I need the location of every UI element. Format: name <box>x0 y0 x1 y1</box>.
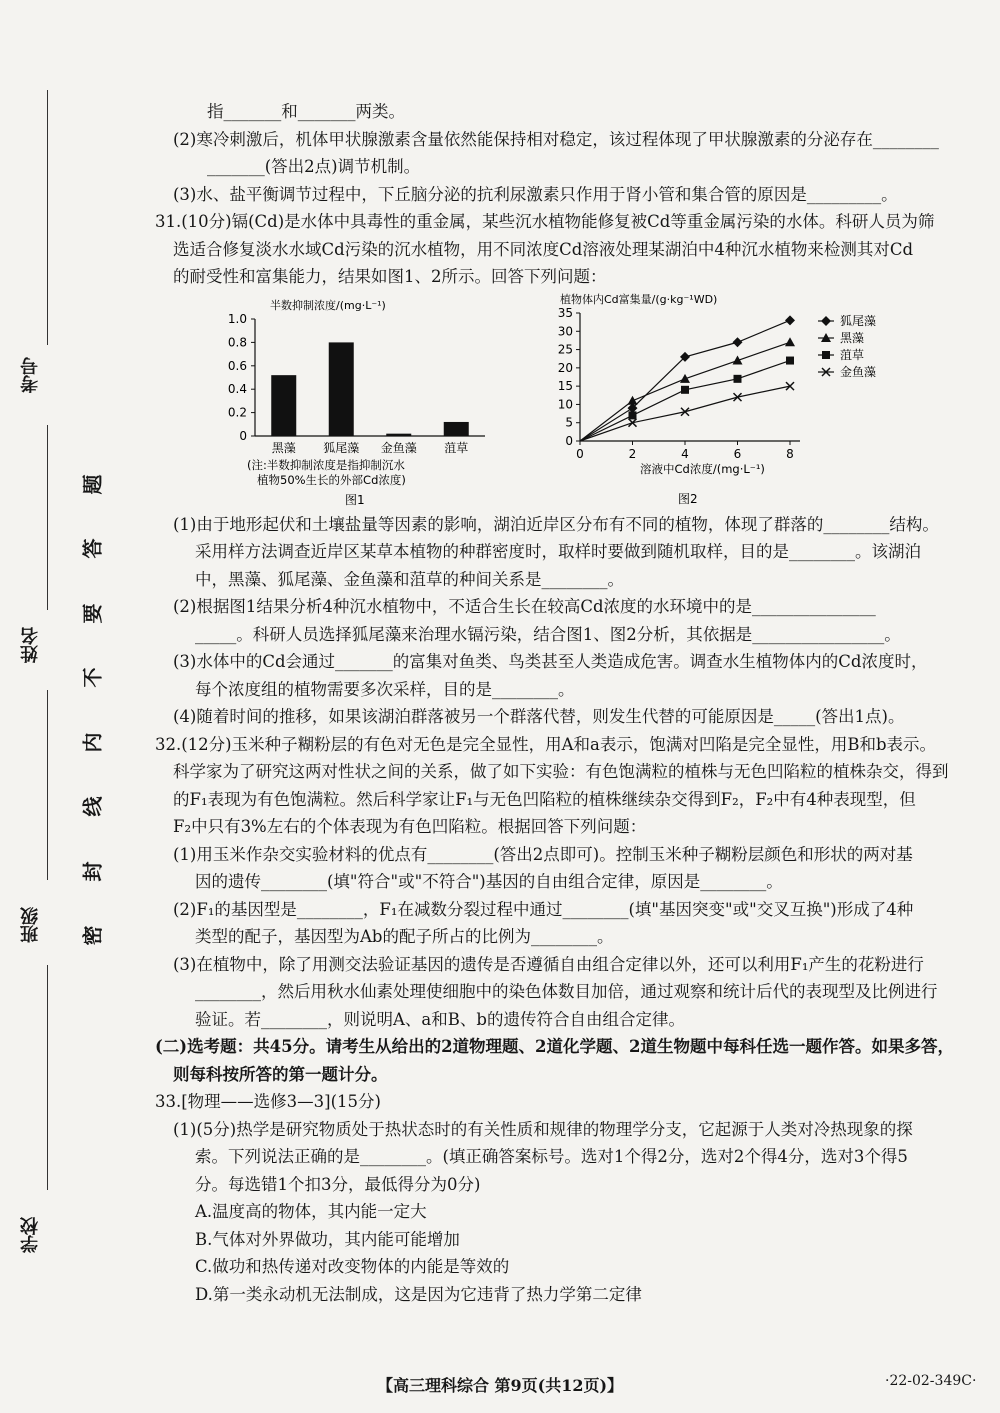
fig1-ytick-label: 0 <box>239 428 247 443</box>
text-line: (1)用玉米作杂交实验材料的优点有________(答出2点即可)。控制玉米种子糊粉层颜色和形状的两对基 <box>173 844 913 864</box>
fig1-title: 半数抑制浓度/(mg·L⁻¹) <box>270 298 386 312</box>
option-c: C.做功和热传递对改变物体的内能是等效的 <box>195 1257 510 1276</box>
text-line: (2)根据图1结果分析4种沉水植物中，不适合生长在较高Cd浓度的水环境中的是_______________ <box>173 597 876 616</box>
fig2-legend-label: 菹草 <box>840 347 865 362</box>
text-line: F₂中只有3%左右的个体表现为有色凹陷粒。根据回答下列问题： <box>173 817 647 836</box>
question-33-heading: 33.[物理——选修3—3](15分) <box>155 1092 381 1111</box>
text-line: 采用样方法调查近岸区某草本植物的种群密度时，取样时要做到随机取样，目的是________。该湖泊 <box>195 542 921 561</box>
text-line: (2)寒冷刺激后，机体甲状腺激素含量依然能保持相对稳定，该过程体现了甲状腺激素的分泌存在________ <box>173 129 939 149</box>
seal-char: 内 <box>80 732 105 753</box>
fig2-label: 图2 <box>678 491 698 506</box>
figures <box>155 291 970 511</box>
fig2-point <box>821 316 831 326</box>
fig2-point <box>733 355 743 364</box>
option-d: D.第一类永动机无法制成，这是因为它违背了热力学第二定律 <box>195 1284 642 1304</box>
fig1-note-1: (注:半数抑制浓度是指抑制沉水 <box>247 457 405 472</box>
exam-content <box>155 98 970 1308</box>
fig2-legend-label: 黑藻 <box>840 330 865 345</box>
text-line: 的F₁表现为有色饱满粒。然后科学家让F₁与无色凹陷粒的植株继续杂交得到F₂，F₂中有4种表现型，但 <box>173 789 916 809</box>
text-line: 索。下列说法正确的是________。(填正确答案标号。选对1个得2分，选对2个得4分，选对3个得5 <box>195 1147 908 1166</box>
fig2-ytick-label: 0 <box>565 433 573 448</box>
fig1-ytick-label: 0.8 <box>227 334 247 349</box>
fig1-bars <box>271 342 469 436</box>
fig1-bar <box>444 421 469 435</box>
text-line: ________，然后用秋水仙素处理使细胞中的染色体数目加倍，通过观察和统计后代的表现型及比例进行 <box>195 982 938 1001</box>
fig2-xtick-label: 2 <box>628 446 637 461</box>
fig2-point <box>628 395 638 404</box>
fig2-ytick-label: 10 <box>557 396 573 411</box>
fig2-point <box>734 374 742 382</box>
text-line: (1)由于地形起伏和土壤盐量等因素的影响，湖泊近岸区分布有不同的植物，体现了群落的________结构。 <box>173 514 939 534</box>
text-line: 因的遗传________(填"符合"或"不符合")基因的自由组合定律，原因是________。 <box>195 872 783 891</box>
fig2-legend <box>818 313 876 379</box>
seal-char: 密 <box>80 925 105 946</box>
fig1-category-label: 金鱼藻 <box>380 440 417 455</box>
question-31-heading: 31.(10分)镉(Cd)是水体中具毒性的重金属，某些沉水植物能修复被Cd等重金属污染的水体。科研人员为筛 <box>155 212 935 231</box>
text-line: 科学家为了研究这两对性状之间的关系，做了如下实验：有色饱满粒的植株与无色凹陷粒的植株杂交，得到 <box>173 762 949 781</box>
fig2-xtick-label: 0 <box>576 446 584 461</box>
text-line: 验证。若________，则说明A、a和B、b的遗传符合自由组合定律。 <box>195 1009 685 1029</box>
text-line: 分。每选错1个扣3分，最低得分为0分) <box>195 1174 481 1194</box>
fig2-line-chart <box>550 291 930 509</box>
fig2-point <box>680 373 690 382</box>
fig2-point <box>786 356 794 364</box>
text-line: (4)随着时间的推移，如果该湖泊群落被另一个群落代替，则发生代替的可能原因是_____(答出1点)。 <box>173 707 905 726</box>
text-line: 中，黑藻、狐尾藻、金鱼藻和菹草的种间关系是________。 <box>195 569 624 589</box>
section-heading-cont: 则每科按所答的第一题计分。 <box>173 1064 388 1084</box>
fig1-bar <box>271 375 296 436</box>
kaohao-label: 考号 <box>20 357 41 393</box>
fig2-xlabel: 溶液中Cd浓度/(mg·L⁻¹) <box>640 461 765 476</box>
fig2-point <box>785 315 795 325</box>
banji-line <box>47 690 48 880</box>
text-line: _____。科研人员选择狐尾藻来治理水镉污染，结合图1、图2分析，其依据是________________。 <box>195 624 901 644</box>
fig2-point <box>681 385 689 393</box>
option-b: B.气体对外界做功，其内能可能增加 <box>195 1229 460 1249</box>
seal-char: 答 <box>80 538 105 559</box>
xuexiao-label: 学校 <box>20 1217 41 1253</box>
xuexiao-line <box>47 965 48 1190</box>
option-a: A.温度高的物体，其内能一定大 <box>195 1202 427 1221</box>
fig1-note-2: 植物50%生长的外部Cd浓度) <box>257 472 406 487</box>
fig2-yticks <box>558 306 580 448</box>
section-heading: (二)选考题：共45分。请考生从给出的2道物理题、2道化学题、2道生物题中每科任选一题作答。如果多答， <box>155 1037 955 1056</box>
fig1-ytick-label: 0.2 <box>227 405 247 420</box>
fig1-category-label: 菹草 <box>444 440 469 455</box>
seal-char: 封 <box>80 861 105 882</box>
banji-label: 班级 <box>20 907 41 943</box>
fig1-yticks <box>228 312 255 443</box>
xingming-label: 姓名 <box>20 627 41 663</box>
fig2-point <box>629 411 637 419</box>
footer-code: ·22-02-349C· <box>885 1373 977 1389</box>
seal-char: 不 <box>80 667 105 688</box>
fig2-ytick-label: 30 <box>557 323 573 338</box>
kaohao-line <box>47 90 48 345</box>
text-line: (1)(5分)热学是研究物质处于热状态时的有关性质和规律的物理学分支，它起源于人类对冷热现象的探 <box>173 1119 913 1139</box>
fig2-ytick-label: 15 <box>557 378 573 393</box>
fig1-categories <box>272 440 469 455</box>
seal-char: 要 <box>80 603 105 624</box>
xingming-line <box>47 425 48 610</box>
fig1-label: 图1 <box>345 492 365 507</box>
text-line: (3)水体中的Cd会通过_______的富集对鱼类、鸟类甚至人类造成危害。调查水生植物体内的Cd浓度时， <box>173 652 928 671</box>
fig2-series-line <box>580 386 790 441</box>
text-line: (3)水、盐平衡调节过程中，下丘脑分泌的抗利尿激素只作用于肾小管和集合管的原因是_________。 <box>173 184 898 204</box>
fig2-point <box>733 337 743 347</box>
fig2-xtick-label: 8 <box>786 446 794 461</box>
fig2-series-line <box>580 360 790 440</box>
fig2-ytick-label: 35 <box>557 305 573 320</box>
text-line: 类型的配子，基因型为Ab的配子所占的比例为________。 <box>195 927 614 946</box>
fig1-category-label: 黑藻 <box>271 440 296 455</box>
text-line: (2)F₁的基因型是________，F₁在减数分裂过程中通过________(填"基因突变"或"交叉互换")形成了4种 <box>173 899 914 919</box>
text-line: _______(答出2点)调节机制。 <box>207 157 421 176</box>
text-line: 指_______和_______两类。 <box>207 102 405 121</box>
binding-sidebar <box>0 0 120 1413</box>
fig2-point <box>785 337 795 346</box>
fig2-xtick-label: 6 <box>733 446 742 461</box>
fig2-ytick-label: 5 <box>565 415 573 430</box>
fig1-bar-chart <box>215 291 515 509</box>
question-32-heading: 32.(12分)玉米种子糊粉层的有色对无色是完全显性，用A和a表示，饱满对凹陷是完全显性，用B和b表示。 <box>155 734 937 754</box>
text-line: 每个浓度组的植物需要多次采样，目的是________。 <box>195 679 575 699</box>
fig1-ytick-label: 1.0 <box>227 311 247 326</box>
text-line: 的耐受性和富集能力，结果如图1、2所示。回答下列问题： <box>173 267 607 286</box>
page-footer: 【高三理科综合 第9页(共12页)】 <box>376 1376 624 1395</box>
text-line: (3)在植物中，除了用测交法验证基因的遗传是否遵循自由组合定律以外，还可以利用F₁产生的花粉进行 <box>173 954 924 974</box>
fig1-ytick-label: 0.4 <box>227 381 247 396</box>
fig2-title: 植物体内Cd富集量/(g·kg⁻¹WD) <box>560 292 718 306</box>
seal-char: 线 <box>80 796 105 817</box>
fig1-ytick-label: 0.6 <box>227 358 247 373</box>
fig2-point <box>822 351 830 359</box>
fig2-ytick-label: 20 <box>557 360 573 375</box>
fig2-series <box>580 315 795 441</box>
fig2-xtick-label: 4 <box>681 446 689 461</box>
text-line: 选适合修复淡水水域Cd污染的沉水植物，用不同浓度Cd溶液处理某湖泊中4种沉水植物来检测其对Cd <box>173 239 914 259</box>
fig2-legend-label: 金鱼藻 <box>840 364 877 379</box>
fig1-bar <box>329 342 354 436</box>
fig2-ytick-label: 25 <box>557 342 573 357</box>
seal-warning <box>75 470 107 950</box>
seal-char: 题 <box>80 474 105 495</box>
fig2-legend-label: 狐尾藻 <box>840 313 877 328</box>
fig1-bar <box>386 433 411 435</box>
fig2-xticks <box>576 441 794 461</box>
fig1-category-label: 狐尾藻 <box>323 440 360 455</box>
